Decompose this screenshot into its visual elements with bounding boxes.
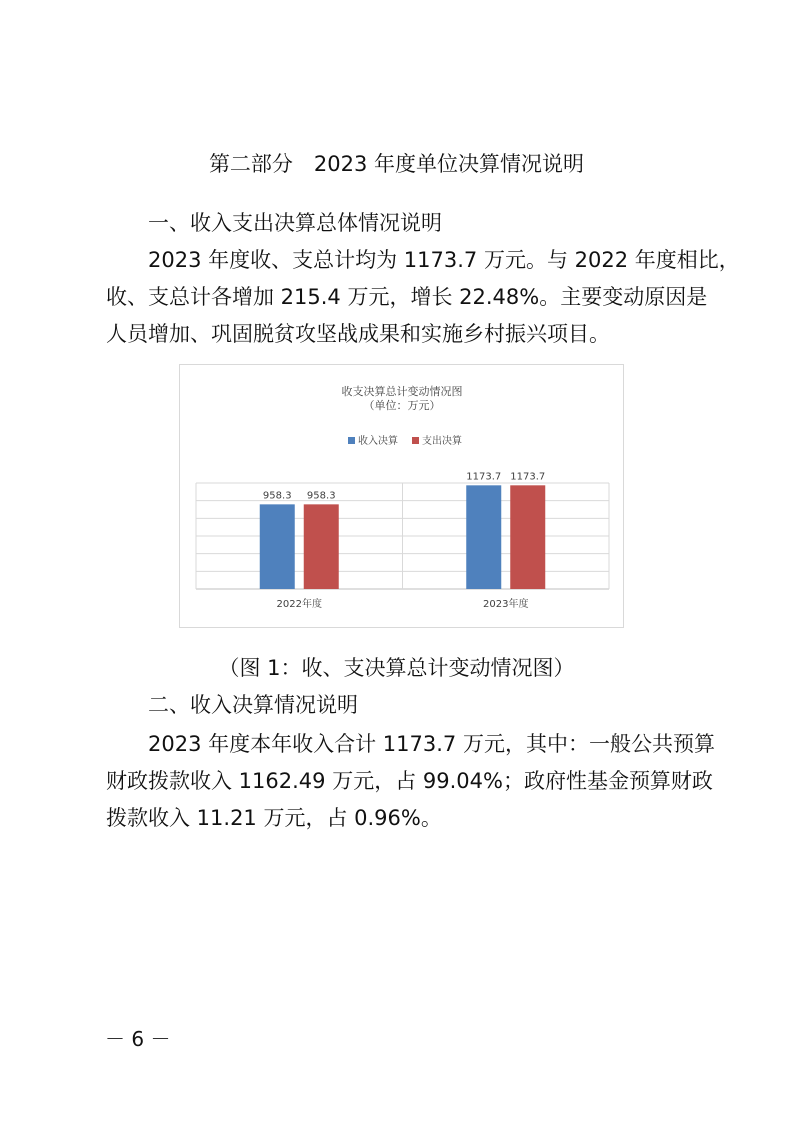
figure-caption: （图 1：收、支决算总计变动情况图） [218,656,575,680]
legend-swatch [348,437,355,444]
section2-heading: 二、收入决算情况说明 [148,693,358,717]
bar [304,504,339,589]
bar-value-label: 958.3 [306,490,336,502]
section1-line-2: 收、支总计各增加 215.4 万元，增长 22.48%。主要变动原因是 [106,285,708,309]
section1-heading: 一、收入支出决算总体情况说明 [148,211,442,235]
chart-subtitle: （单位：万元） [363,399,441,412]
legend-swatch [412,437,419,444]
section-title: 第二部分 2023 年度单位决算情况说明 [208,152,585,176]
section2-line-3: 拨款收入 11.21 万元，占 0.96%。 [106,806,442,830]
bar [510,485,545,589]
bar-value-label: 1173.7 [466,471,502,483]
section2-line-1: 2023 年度本年收入合计 1173.7 万元，其中：一般公共预算 [148,732,715,756]
chart-canvas [180,365,625,629]
section1-line-3: 人员增加、巩固脱贫攻坚战成果和实施乡村振兴项目。 [106,322,610,346]
bar [260,504,295,589]
chart-legend [348,434,462,447]
chart-data-labels [263,471,545,501]
bar-value-label: 1173.7 [510,471,546,483]
bar [466,485,501,589]
page-number: － 6 － [105,1027,171,1051]
section1-line-1: 2023 年度收、支总计均为 1173.7 万元。与 2022 年度相比， [148,248,740,272]
section2-line-2: 财政拨款收入 1162.49 万元，占 99.04%；政府性基金预算财政 [106,769,713,793]
x-tick-label: 2023年度 [483,599,529,610]
x-tick-label: 2022年度 [276,599,322,610]
legend-label: 支出决算 [422,436,462,447]
legend-label: 收入决算 [358,436,398,447]
chart-title: 收支决算总计变动情况图 [341,385,463,398]
chart-x-axis [277,597,529,610]
budget-chart [179,364,624,628]
bar-value-label: 958.3 [262,490,292,502]
chart-grid [196,483,609,589]
